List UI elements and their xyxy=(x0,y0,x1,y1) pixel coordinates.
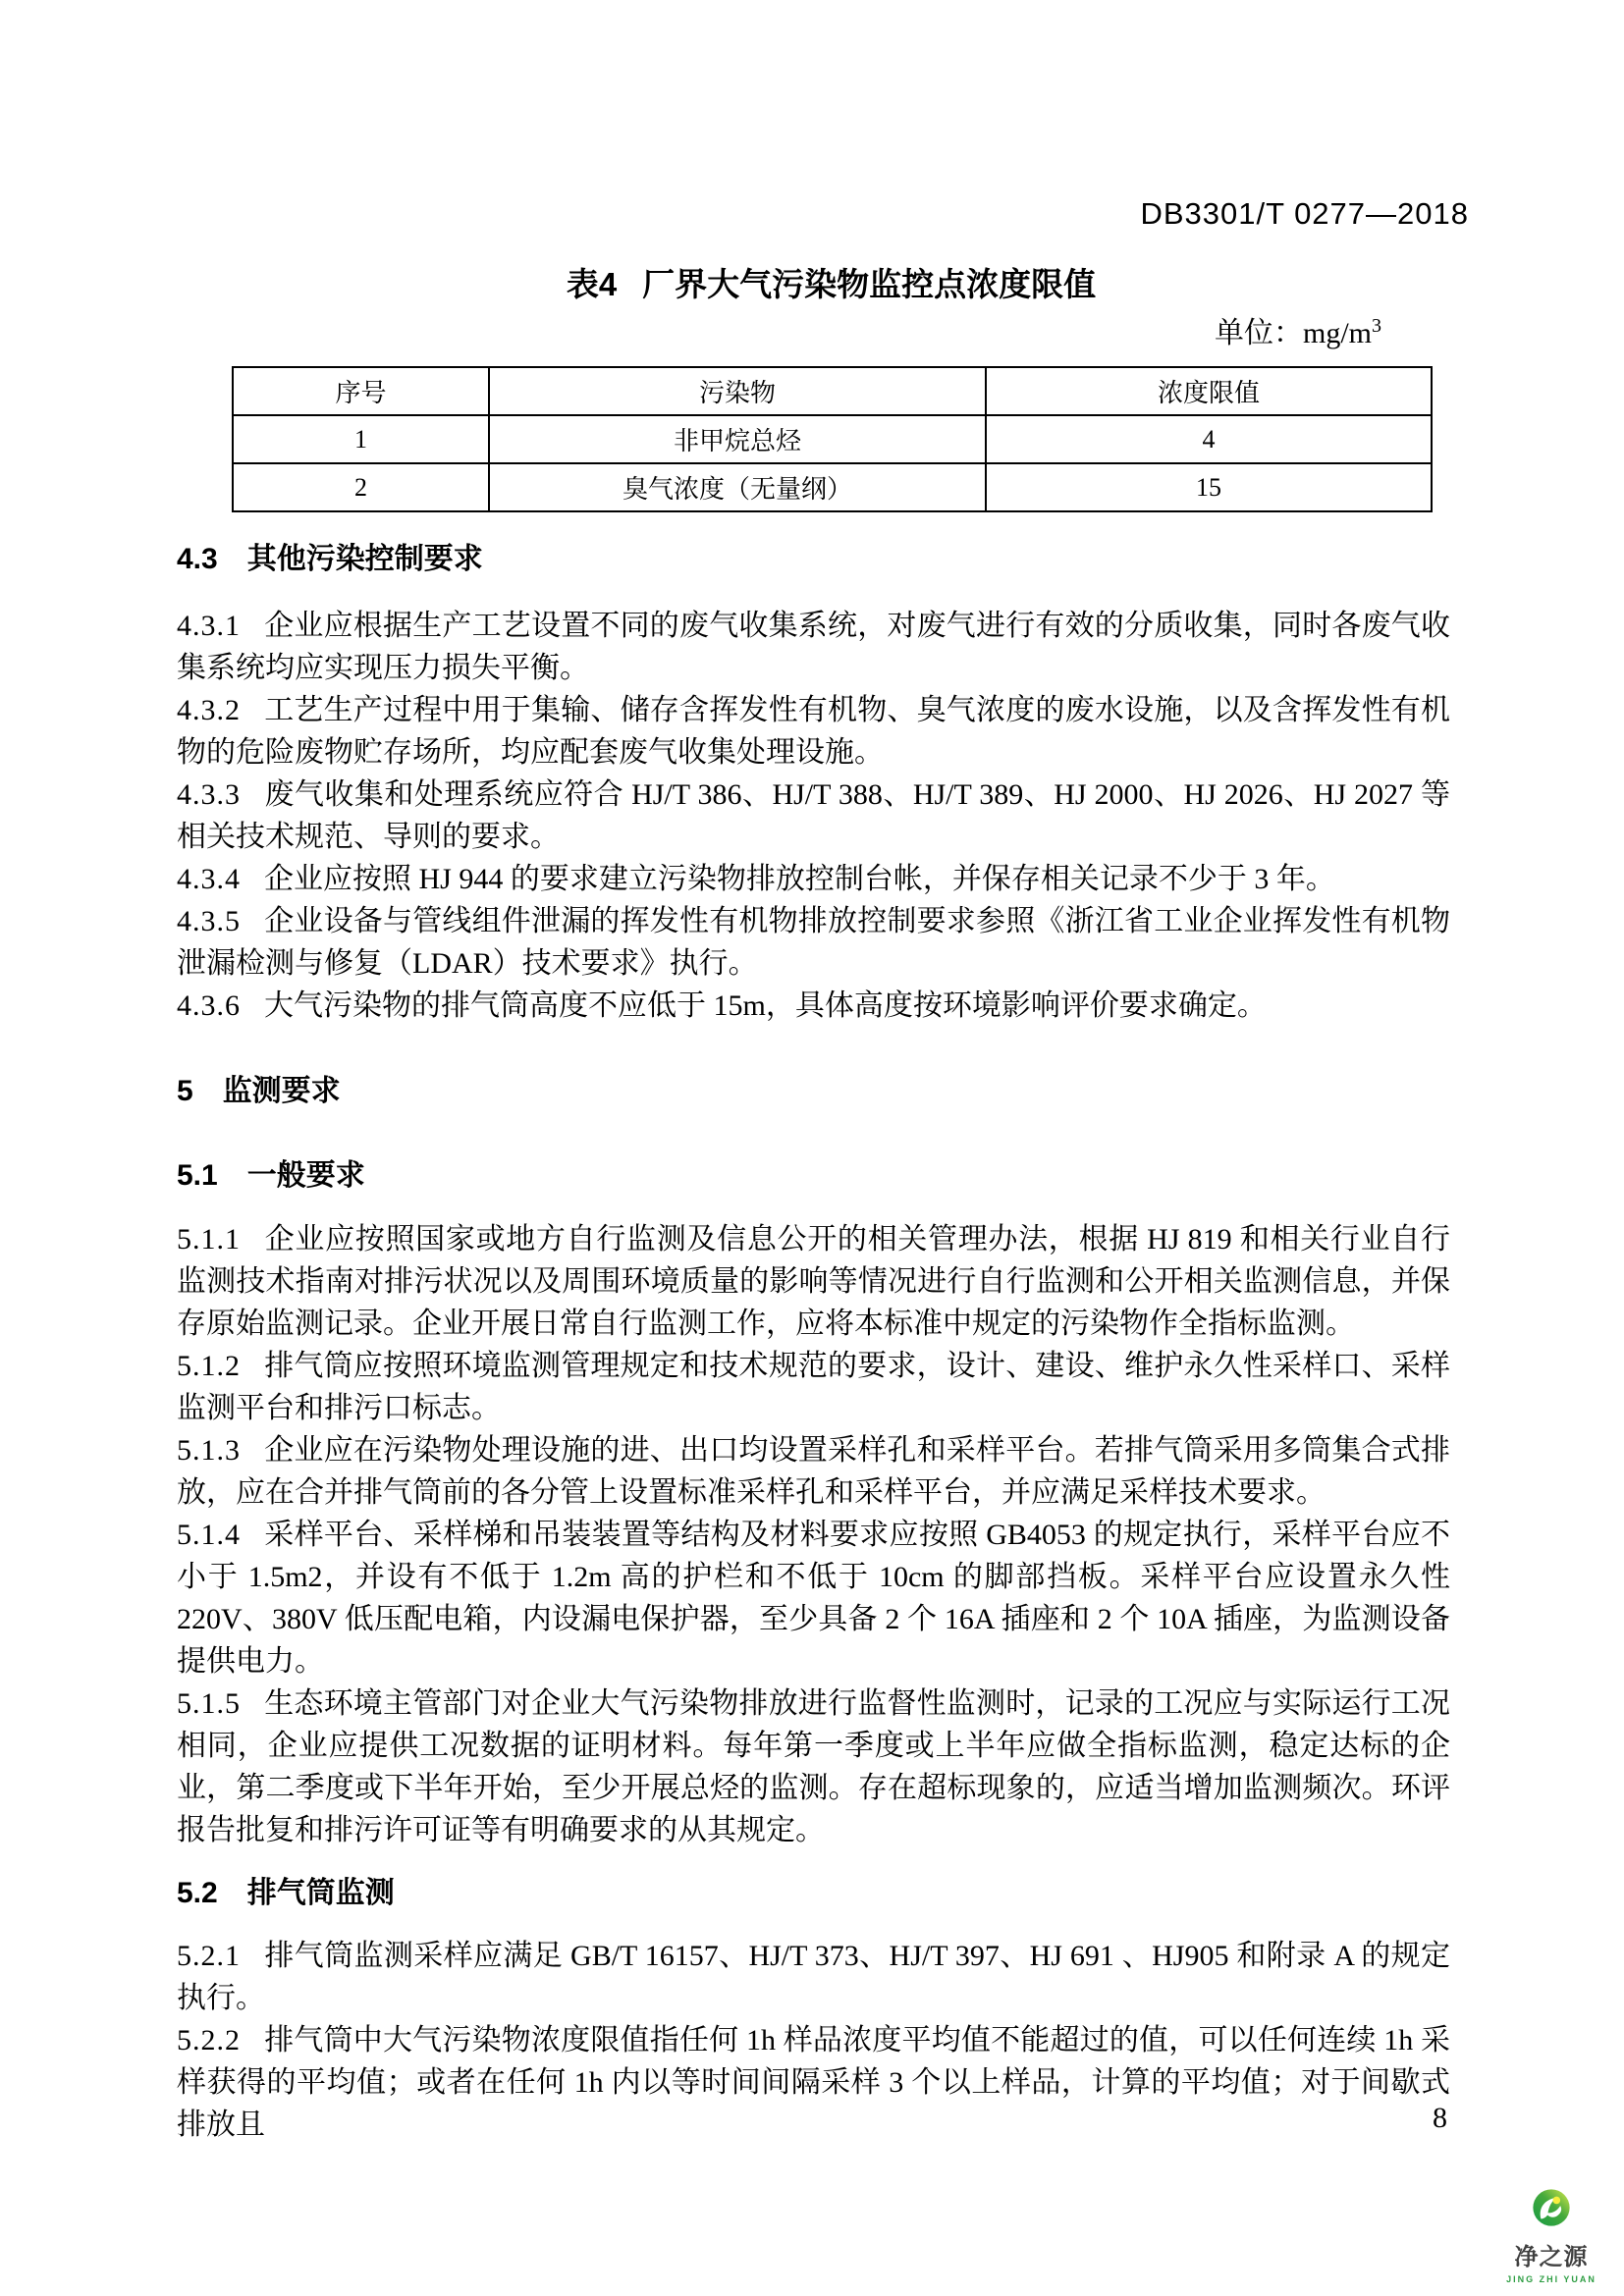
heading-number: 5.1 xyxy=(177,1159,218,1192)
clause-text: 企业应按照国家或地方自行监测及信息公开的相关管理办法，根据 HJ 819 和相关行业自行监测技术指南对排污状况以及周围环境质量的影响等情况进行自行监测和公开相关监测信息，并保存原始监测记录。企业开展日常自行监测工作，应将本标准中规定的污染物作全指标监测。 xyxy=(177,1223,1450,1340)
clause-5-2-2 xyxy=(177,2019,1450,2146)
clause-text: 企业应根据生产工艺设置不同的废气收集系统，对废气进行有效的分质收集，同时各废气收集系统均应实现压力损失平衡。 xyxy=(177,610,1450,684)
clause-5-1-4 xyxy=(177,1514,1450,1682)
clause-4-3-6 xyxy=(177,985,1450,1027)
unit-prefix: 单位：mg/m xyxy=(1214,317,1372,349)
clause-text: 企业应按照 HJ 944 的要求建立污染物排放控制台帐，并保存相关记录不少于 3 年。 xyxy=(264,863,1335,895)
heading-5-1 xyxy=(177,1154,1450,1197)
page-number: 8 xyxy=(1433,2102,1447,2134)
table4-header-cell: 序号 xyxy=(233,367,489,415)
table4-cell: 15 xyxy=(986,463,1432,511)
clause-number: 5.1.2 xyxy=(177,1350,241,1382)
document-code: DB3301/T 0277—2018 xyxy=(1140,196,1469,231)
jingzhiyuan-logo xyxy=(1494,2189,1608,2284)
heading-number: 4.3 xyxy=(177,543,218,575)
table4-cell: 2 xyxy=(233,463,489,511)
table4-header-cell: 浓度限值 xyxy=(986,367,1432,415)
clause-4-3-4 xyxy=(177,858,1450,900)
clause-number: 5.2.1 xyxy=(177,1940,241,1972)
table4-cell: 1 xyxy=(233,415,489,463)
clause-text: 废气收集和处理系统应符合 HJ/T 386、HJ/T 388、HJ/T 389、HJ 2000、HJ 2026、HJ 2027 等相关技术规范、导则的要求。 xyxy=(177,778,1450,853)
heading-number: 5.2 xyxy=(177,1877,218,1909)
clause-4-3-2 xyxy=(177,689,1450,774)
heading-title: 其他污染控制要求 xyxy=(246,543,483,575)
clause-5-1-2 xyxy=(177,1345,1450,1429)
table4-area xyxy=(232,0,1431,512)
table4-header-cell: 污染物 xyxy=(489,367,986,415)
clause-number: 5.1.3 xyxy=(177,1434,241,1467)
clause-number: 5.1.4 xyxy=(177,1519,241,1551)
heading-5-2 xyxy=(177,1872,1450,1914)
clause-text: 企业设备与管线组件泄漏的挥发性有机物排放控制要求参照《浙江省工业企业挥发性有机物泄漏检测与修复（LDAR）技术要求》执行。 xyxy=(177,905,1450,980)
clause-number: 4.3.6 xyxy=(177,989,241,1022)
table4-title-text: 厂界大气污染物监控点浓度限值 xyxy=(642,266,1097,302)
clause-number: 5.1.5 xyxy=(177,1687,241,1720)
heading-4-3 xyxy=(177,538,1450,580)
unit-exponent: 3 xyxy=(1372,315,1381,337)
table4-cell: 臭气浓度（无量纲） xyxy=(489,463,986,511)
heading-number: 5 xyxy=(177,1075,193,1107)
clause-number: 4.3.1 xyxy=(177,610,241,642)
table4-row xyxy=(233,415,1432,463)
clause-5-1-1 xyxy=(177,1218,1450,1345)
clause-5-1-5 xyxy=(177,1682,1450,1851)
clause-4-3-5 xyxy=(177,900,1450,985)
table4-cell: 非甲烷总烃 xyxy=(489,415,986,463)
clause-text: 排气筒应按照环境监测管理规定和技术规范的要求，设计、建设、维护永久性采样口、采样监测平台和排污口标志。 xyxy=(177,1350,1450,1424)
table4-cell: 4 xyxy=(986,415,1432,463)
table4-header-row xyxy=(233,367,1432,415)
heading-title: 排气筒监测 xyxy=(246,1877,395,1909)
clause-text: 采样平台、采样梯和吊装装置等结构及材料要求应按照 GB4053 的规定执行，采样平台应不小于 1.5m2，并设有不低于 1.2m 高的护栏和不低于 10cm 的脚部挡板。采样平台应设置永久性 220V、380V 低压配电箱，内设漏电保护器，至少具备 2 个 16A 插座和 2 个 10A 插座，为监测设备提供电力。 xyxy=(177,1519,1450,1678)
logo-text-cn: 净之源 xyxy=(1514,2244,1589,2270)
table4-unit-label xyxy=(232,317,1431,350)
heading-5 xyxy=(177,1070,1450,1112)
clause-text: 企业应在污染物处理设施的进、出口均设置采样孔和采样平台。若排气筒采用多筒集合式排放，应在合并排气筒前的各分管上设置标准采样孔和采样平台，并应满足采样技术要求。 xyxy=(177,1434,1450,1509)
clause-4-3-1 xyxy=(177,605,1450,689)
clause-text: 生态环境主管部门对企业大气污染物排放进行监督性监测时，记录的工况应与实际运行工况相同，企业应提供工况数据的证明材料。每年第一季度或上半年应做全指标监测，稳定达标的企业，第二季度或下半年开始，至少开展总烃的监测。存在超标现象的，应适当增加监测频次。环评报告批复和排污许可证等有明确要求的从其规定。 xyxy=(177,1687,1450,1846)
clause-number: 4.3.3 xyxy=(177,778,241,811)
clause-text: 大气污染物的排气筒高度不应低于 15m，具体高度按环境影响评价要求确定。 xyxy=(264,989,1267,1022)
clause-text: 排气筒监测采样应满足 GB/T 16157、HJ/T 373、HJ/T 397、HJ 691 、HJ905 和附录 A 的规定执行。 xyxy=(177,1940,1450,2014)
heading-title: 一般要求 xyxy=(246,1159,365,1192)
clause-number: 4.3.4 xyxy=(177,863,241,895)
jingzhiyuan-logo-icon xyxy=(1533,2189,1570,2226)
table4-title xyxy=(232,0,1431,305)
logo-text-en: JING ZHI YUAN xyxy=(1506,2274,1597,2284)
clause-5-1-3 xyxy=(177,1429,1450,1514)
clause-number: 4.3.5 xyxy=(177,905,241,937)
clause-4-3-3 xyxy=(177,774,1450,858)
clause-text: 工艺生产过程中用于集输、储存含挥发性有机物、臭气浓度的废水设施，以及含挥发性有机物的危险废物贮存场所，均应配套废气收集处理设施。 xyxy=(177,694,1450,769)
clause-5-2-1 xyxy=(177,1935,1450,2019)
clause-text: 排气筒中大气污染物浓度限值指任何 1h 样品浓度平均值不能超过的值，可以任何连续 1h 采样获得的平均值；或者在任何 1h 内以等时间间隔采样 3 个以上样品，计算的平均值；对于间歇式排放且 xyxy=(177,2024,1450,2141)
clause-number: 4.3.2 xyxy=(177,694,241,726)
clause-number: 5.1.1 xyxy=(177,1223,241,1255)
clause-number: 5.2.2 xyxy=(177,2024,241,2056)
table4 xyxy=(232,366,1433,512)
table4-row xyxy=(233,463,1432,511)
heading-title: 监测要求 xyxy=(222,1075,341,1107)
table4-title-number: 表4 xyxy=(566,266,618,302)
